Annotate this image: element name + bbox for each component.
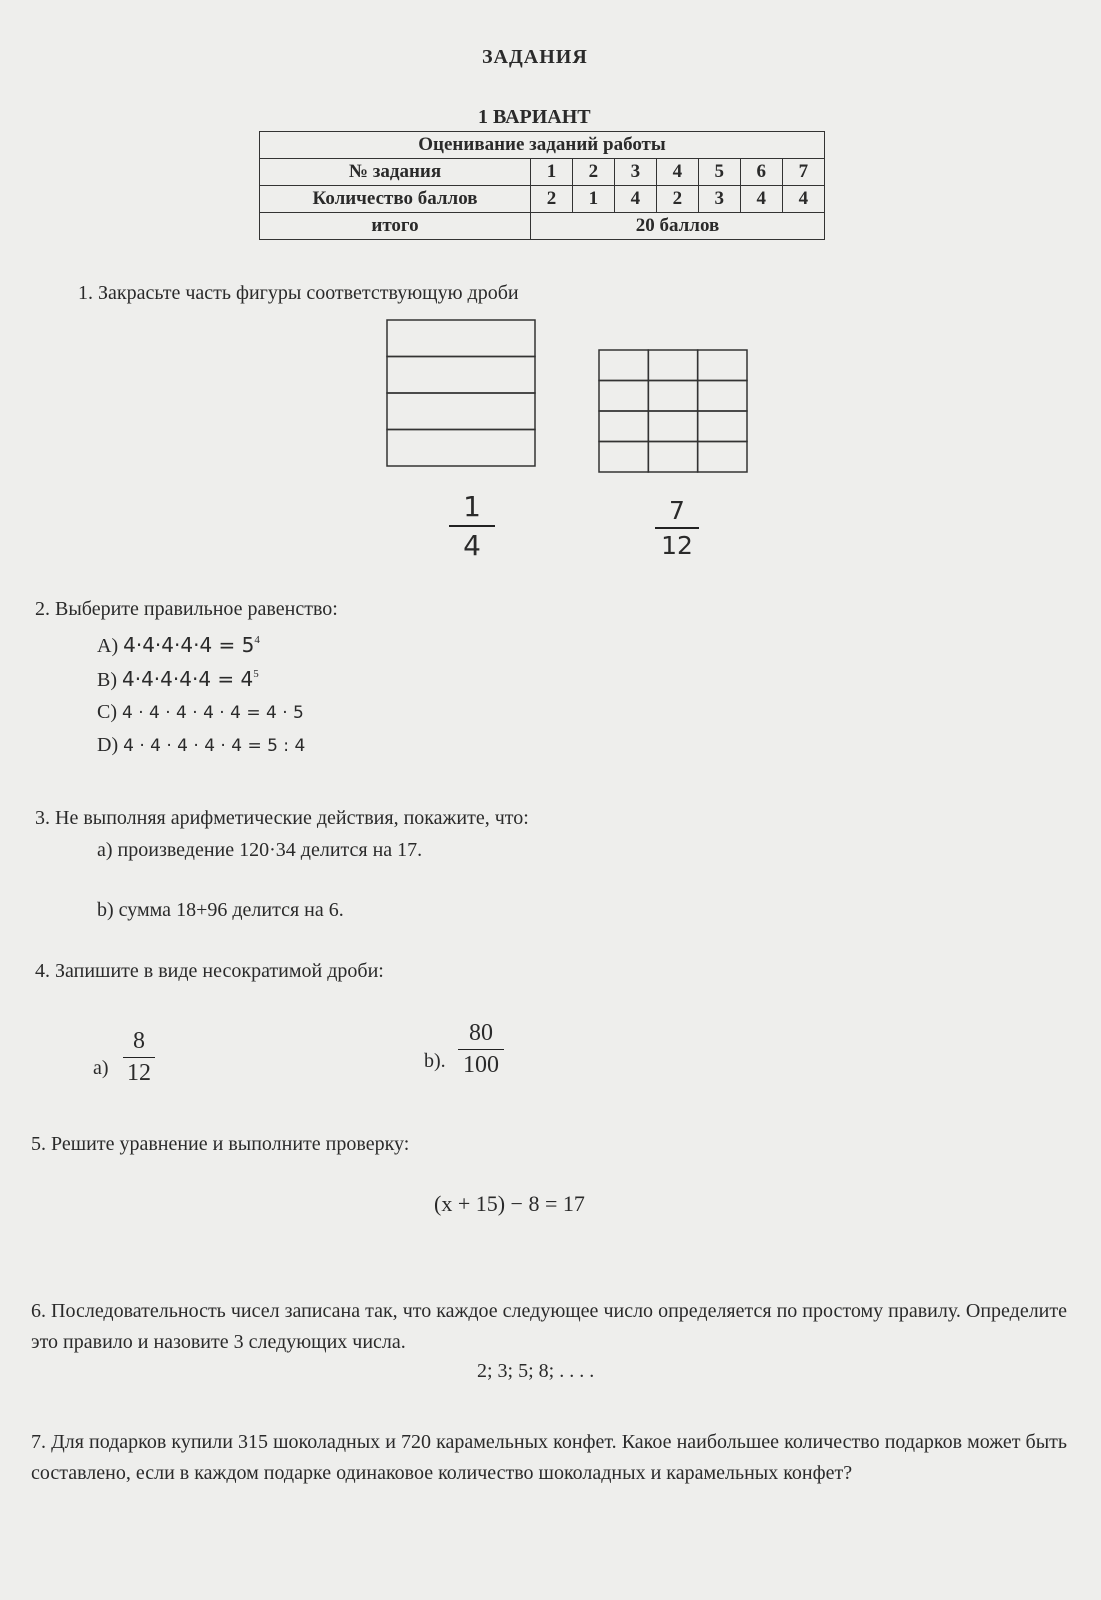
option-b[interactable] [97, 667, 259, 692]
table-row [260, 159, 825, 186]
fraction-1-4 [449, 490, 495, 562]
points-cell: 2 [656, 186, 698, 213]
figure-cell[interactable] [698, 381, 747, 412]
fraction-bar [449, 525, 495, 527]
fraction-numerator: 7 [669, 496, 685, 525]
fraction-denominator: 4 [463, 529, 481, 562]
total-value: 20 баллов [531, 213, 825, 240]
fraction-denominator: 12 [127, 1060, 151, 1086]
task-number-cell: 7 [782, 159, 824, 186]
task-number-cell: 6 [740, 159, 782, 186]
task-number-cell: 5 [698, 159, 740, 186]
total-label: итого [260, 213, 531, 240]
task-3-text: 3. Не выполняя арифметические действия, покажите, что: [35, 807, 529, 829]
task-4-b-label: b). [424, 1050, 446, 1072]
figure-rectangle-4-strips[interactable] [386, 319, 538, 471]
fraction-bar [458, 1049, 504, 1050]
task-5-text: 5. Решите уравнение и выполните проверку: [31, 1133, 410, 1155]
table-row [260, 213, 825, 240]
figure-cell[interactable] [698, 442, 747, 473]
figure-1-grid [387, 320, 535, 466]
task-number-label: № задания [260, 159, 531, 186]
task-7-text: 7. Для подарков купили 315 шоколадных и 720 карамельных конфет. Какое наибольшее количество подарков может быть составлено, если в каждом подарке одинаковое количество шоколадных и карамельных конфет? [31, 1431, 1067, 1484]
task-6-text: 6. Последовательность чисел записана так, что каждое следующее число определяется по простому правилу. Определите это правило и назовите 3 следующих числа. [31, 1300, 1067, 1353]
figure-2-grid [599, 350, 747, 472]
points-cell: 4 [782, 186, 824, 213]
task-3-part-a: а) произведение 120·34 делится на 17. [97, 839, 423, 861]
task-number-cell: 3 [614, 159, 656, 186]
task-number-cell: 4 [656, 159, 698, 186]
figure-cell[interactable] [387, 430, 535, 467]
figure-cell[interactable] [599, 350, 648, 381]
figure-cell[interactable] [387, 357, 535, 394]
option-a[interactable] [97, 633, 260, 658]
fraction-80-100 [458, 1020, 504, 1079]
figure-cell[interactable] [387, 393, 535, 430]
fraction-numerator: 8 [133, 1028, 145, 1054]
table-caption: Оценивание заданий работы [260, 132, 825, 159]
table-row [260, 186, 825, 213]
figure-cell[interactable] [648, 350, 697, 381]
task-3-part-b: b) сумма 18+96 делится на 6. [97, 899, 344, 921]
points-cell: 2 [531, 186, 573, 213]
figure-cell[interactable] [387, 320, 535, 357]
points-cell: 3 [698, 186, 740, 213]
option-expression: 4 · 4 · 4 · 4 · 4 = 4 · 5 [122, 703, 304, 723]
figure-grid-12-cells[interactable] [598, 349, 750, 475]
equation: (x + 15) − 8 = 17 [434, 1191, 585, 1216]
points-cell: 4 [740, 186, 782, 213]
fraction-denominator: 12 [661, 531, 693, 560]
variant-title: 1 ВАРИАНТ [478, 106, 591, 128]
figure-cell[interactable] [698, 350, 747, 381]
page-title: ЗАДАНИЯ [482, 46, 588, 68]
option-label: C) [97, 701, 117, 723]
option-d[interactable] [97, 734, 305, 757]
exponent: 5 [253, 668, 259, 680]
figure-cell[interactable] [698, 411, 747, 442]
option-label: D) [97, 734, 119, 756]
task-4-a-label: а) [93, 1057, 109, 1079]
task-number-cell: 2 [572, 159, 614, 186]
figure-cell[interactable] [599, 442, 648, 473]
figure-cell[interactable] [599, 381, 648, 412]
fraction-bar [655, 527, 699, 529]
grading-table [259, 131, 825, 240]
table-row [260, 132, 825, 159]
option-expression: 4·4·4·4·4 = 5 [123, 633, 255, 657]
task-2-text: 2. Выберите правильное равенство: [35, 598, 338, 620]
figure-cell[interactable] [648, 442, 697, 473]
fraction-8-12 [123, 1028, 155, 1087]
option-expression: 4·4·4·4·4 = 4 [122, 667, 254, 691]
option-label: A) [97, 635, 119, 657]
figure-cell[interactable] [599, 411, 648, 442]
number-sequence: 2; 3; 5; 8; . . . . [477, 1360, 595, 1382]
option-expression: 4 · 4 · 4 · 4 · 4 = 5 : 4 [123, 736, 306, 756]
fraction-bar [123, 1057, 155, 1058]
fraction-numerator: 80 [469, 1020, 493, 1046]
task-4-text: 4. Запишите в виде несократимой дроби: [35, 960, 384, 982]
task-number-cell: 1 [531, 159, 573, 186]
fraction-denominator: 100 [463, 1052, 499, 1078]
option-c[interactable] [97, 701, 304, 724]
exponent: 4 [254, 634, 260, 646]
points-cell: 4 [614, 186, 656, 213]
task-1-text: 1. Закрасьте часть фигуры соответствующую дроби [78, 282, 519, 304]
fraction-7-12 [655, 496, 699, 560]
points-label: Количество баллов [260, 186, 531, 213]
fraction-numerator: 1 [463, 490, 481, 523]
option-label: B) [97, 669, 117, 691]
figure-cell[interactable] [648, 381, 697, 412]
points-cell: 1 [572, 186, 614, 213]
figure-cell[interactable] [648, 411, 697, 442]
